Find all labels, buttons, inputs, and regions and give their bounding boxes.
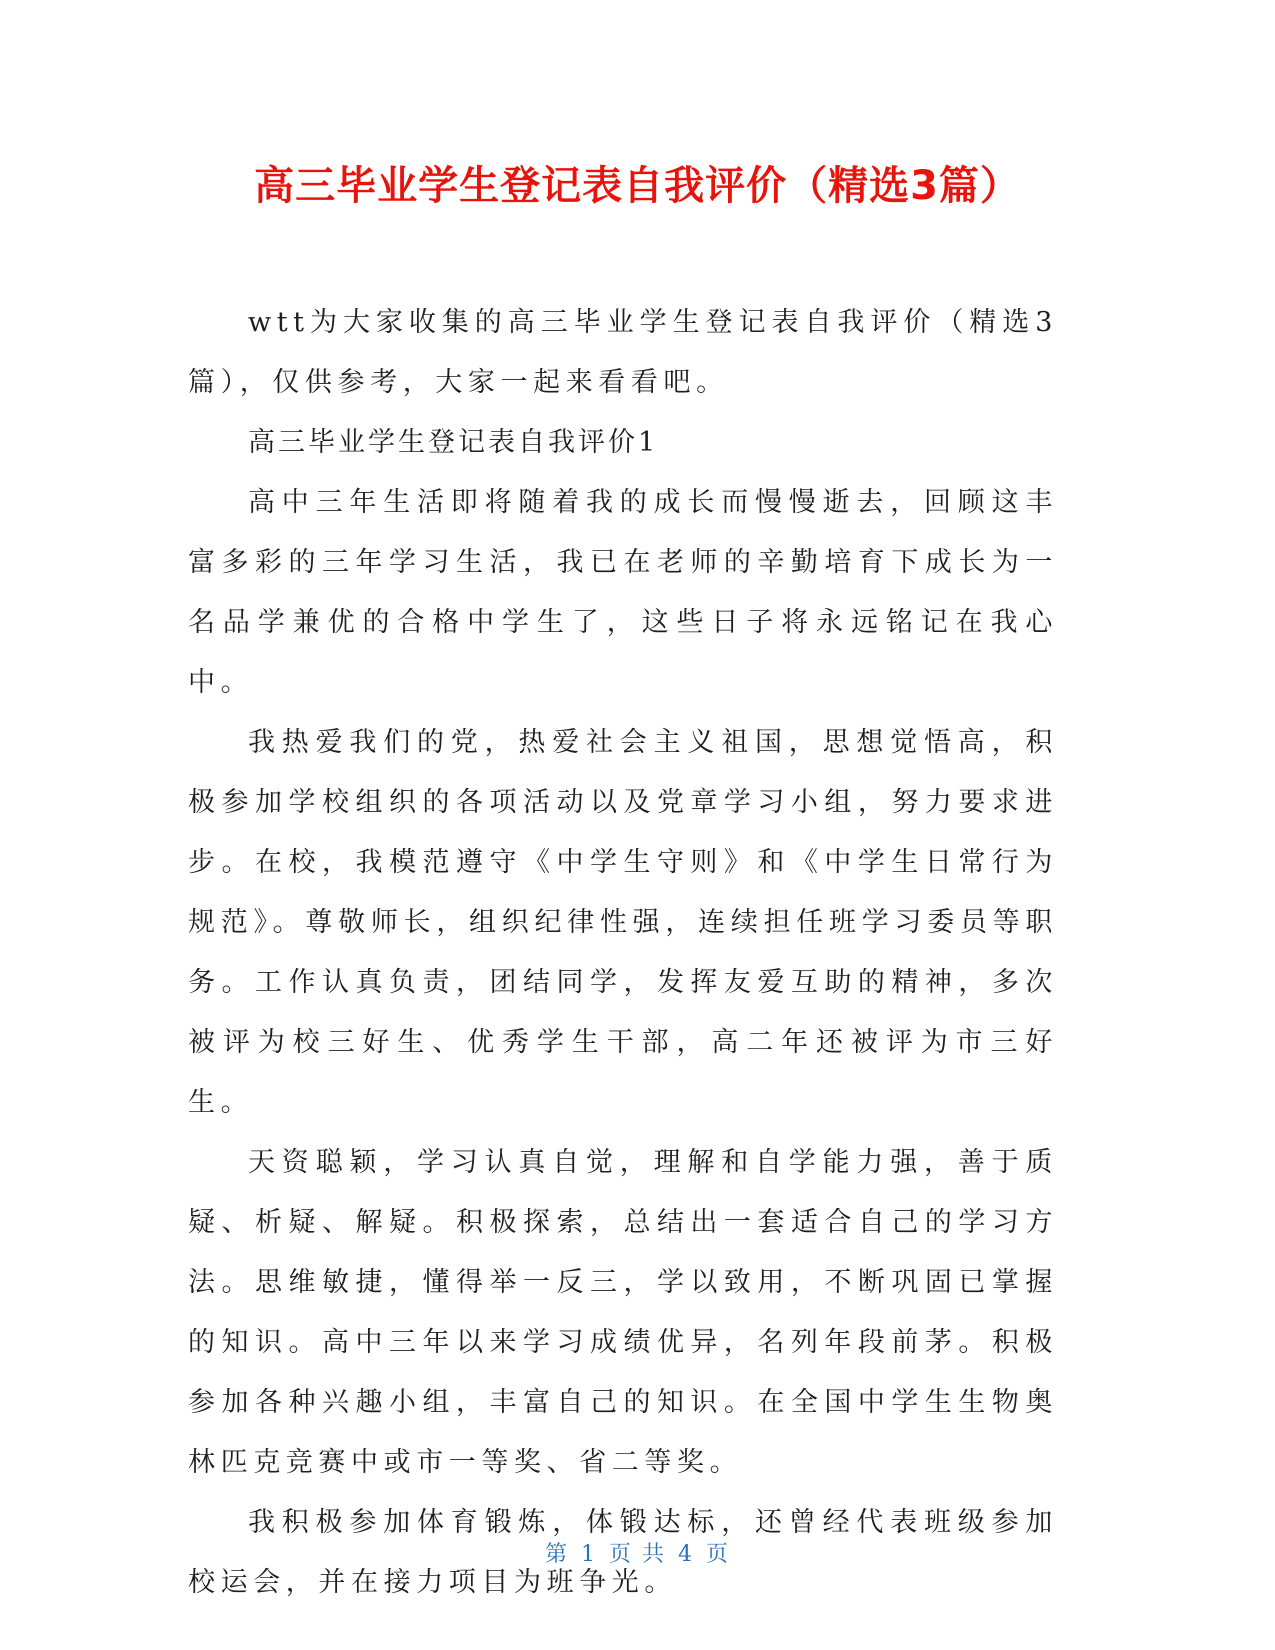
body-paragraph: 我积极参加体育锻炼，体锻达标，还曾经代表班级参加校运会，并在接力项目为班争光。 (188, 1507, 1058, 1598)
footer-total-pages: 4 (678, 1542, 694, 1567)
body-paragraph: 天资聪颖，学习认真自觉，理解和自学能力强，善于质疑、析疑、解疑。积极探索，总结出一套适合自己的学习方法。思维敏捷，懂得举一反三，学以致用，不断巩固已掌握的知识。高中三年以来学习成绩优异，名列年段前茅。积极参加各种兴趣小组，丰富自己的知识。在全国中学生生物奥林匹克竞赛中或市一等奖、省二等奖。 (188, 1147, 1058, 1478)
footer-page-number: 1 (581, 1542, 597, 1567)
intro-paragraph: wtt为大家收集的高三毕业学生登记表自我评价（精选3篇），仅供参考，大家一起来看看吧。 (188, 307, 1058, 398)
document-title: 高三毕业学生登记表自我评价（精选3篇） (254, 163, 1021, 209)
footer-prefix: 第 (544, 1542, 569, 1567)
document-body (188, 293, 1058, 1613)
page-footer (0, 1537, 1275, 1568)
footer-middle: 页 共 (609, 1542, 666, 1567)
body-paragraph: 高中三年生活即将随着我的成长而慢慢逝去，回顾这丰富多彩的三年学习生活，我已在老师的辛勤培育下成长为一名品学兼优的合格中学生了，这些日子将永远铭记在我心中。 (188, 487, 1058, 698)
body-paragraph: 我热爱我们的党，热爱社会主义祖国，思想觉悟高，积极参加学校组织的各项活动以及党章学习小组，努力要求进步。在校，我模范遵守《中学生守则》和《中学生日常行为规范》。尊敬师长，组织纪律性强，连续担任班学习委员等职务。工作认真负责，团结同学，发挥友爱互助的精神，多次被评为校三好生、优秀学生干部，高二年还被评为市三好生。 (188, 727, 1058, 1118)
section-heading: 高三毕业学生登记表自我评价1 (248, 427, 659, 458)
footer-suffix: 页 (706, 1542, 731, 1567)
